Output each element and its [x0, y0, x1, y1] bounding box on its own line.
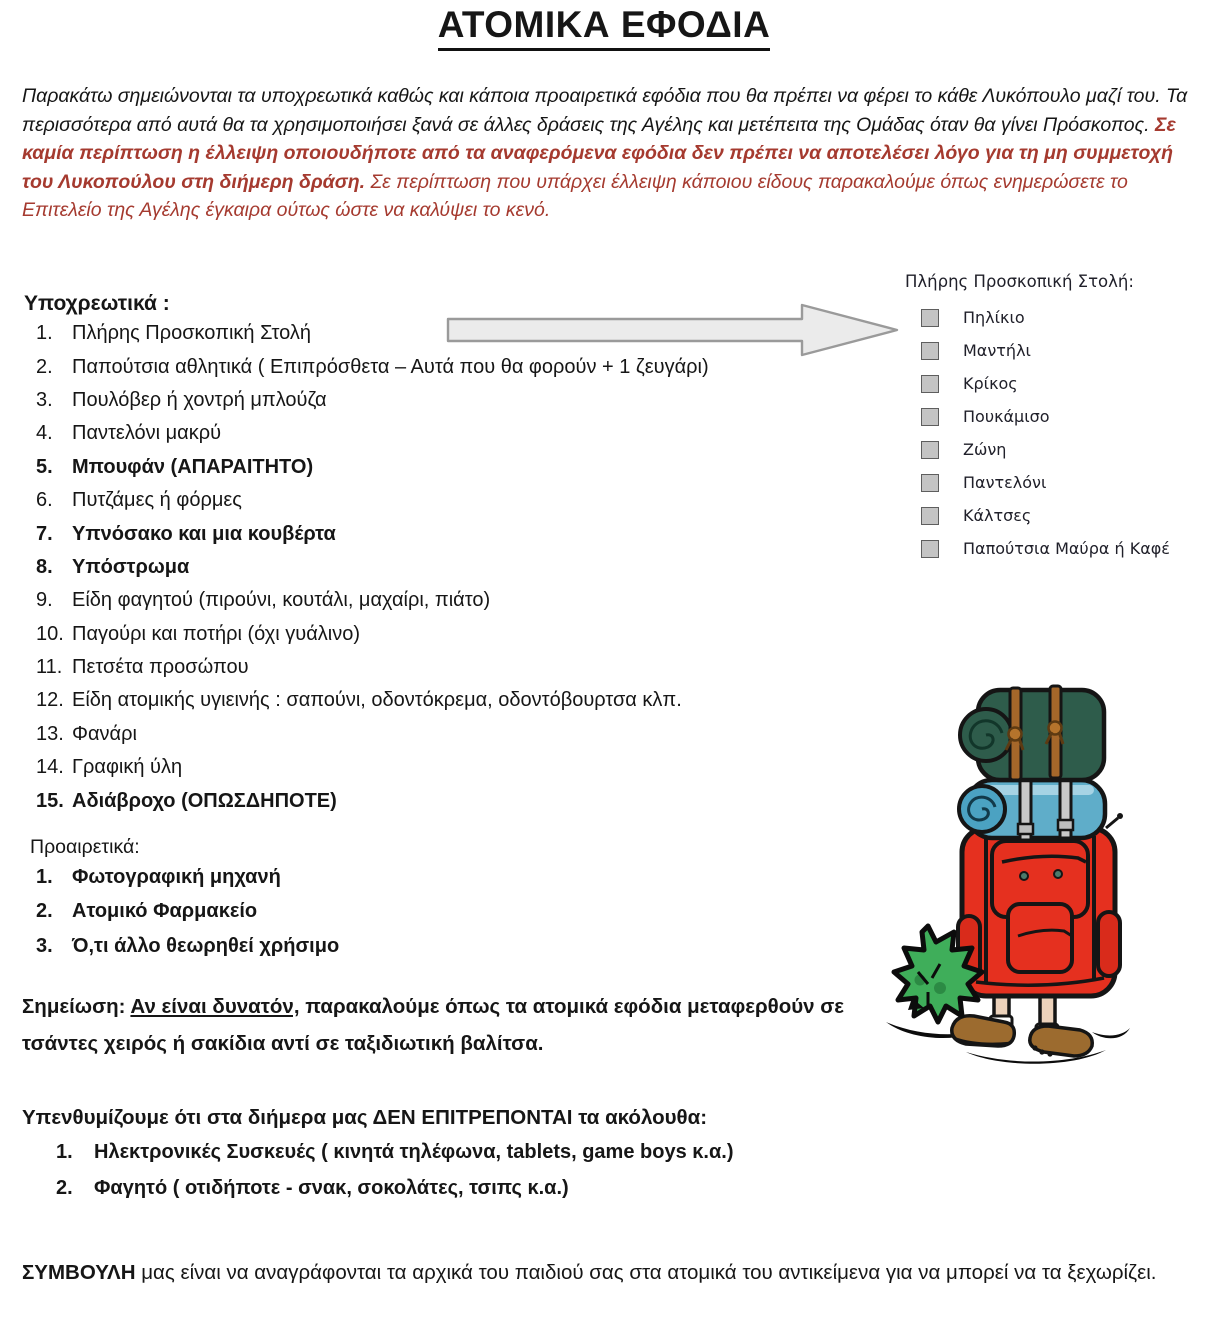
- list-item-label: Γραφική ύλη: [72, 756, 183, 779]
- blue-bedroll: [959, 774, 1105, 840]
- right-arrow-icon: [445, 301, 901, 359]
- list-item-number: 4.: [36, 422, 53, 445]
- checklist-row: [921, 433, 1170, 466]
- list-item-number: 9.: [36, 589, 53, 612]
- mandatory-list-item: [36, 684, 709, 717]
- mandatory-list-item: [36, 451, 709, 484]
- backpack-hiker-illustration: [882, 676, 1132, 1068]
- not-allowed-list-item: [56, 1170, 733, 1206]
- list-item-label: Πετσέτα προσώπου: [72, 656, 249, 679]
- note-underlined-text: Αν είναι δυνατόν,: [130, 995, 300, 1018]
- list-item-number: 2.: [36, 900, 53, 923]
- uniform-checklist-heading: Πλήρης Προσκοπική Στολή:: [905, 272, 1134, 291]
- list-item-label: Πυτζάμες ή φόρμες: [72, 489, 242, 512]
- list-item-label: Φανάρι: [72, 722, 137, 745]
- list-item-number: 1.: [36, 322, 53, 345]
- checklist-row: [921, 400, 1170, 433]
- optional-heading: Προαιρετικά:: [30, 836, 140, 858]
- optional-list-item: [36, 895, 339, 930]
- list-item-label: Μπουφάν (ΑΠΑΡΑΙΤΗΤΟ): [72, 455, 314, 478]
- mandatory-list-item: [36, 484, 709, 517]
- checklist-row: [921, 301, 1170, 334]
- checkbox[interactable]: [921, 309, 939, 327]
- list-item-number: 2.: [36, 355, 53, 378]
- advice-paragraph: [22, 1254, 1172, 1291]
- list-item-number: 12.: [36, 689, 64, 712]
- list-item-number: 1.: [56, 1140, 73, 1163]
- checkbox-label: Κρίκος: [963, 374, 1018, 393]
- list-item-label: Φωτογραφική μηχανή: [72, 865, 281, 888]
- optional-list: [36, 860, 339, 964]
- list-item-label: Πουλόβερ ή χοντρή μπλούζα: [72, 388, 327, 411]
- list-item-label: Ατομικό Φαρμακείο: [72, 900, 258, 923]
- checkbox-label: Παντελόνι: [963, 473, 1047, 492]
- checklist-row: [921, 334, 1170, 367]
- checkbox[interactable]: [921, 408, 939, 426]
- checkbox[interactable]: [921, 507, 939, 525]
- mandatory-list-item: [36, 517, 709, 550]
- checkbox-label: Μαντήλι: [963, 341, 1031, 360]
- optional-list-item: [36, 860, 339, 895]
- checkbox-label: Πουκάμισο: [963, 407, 1050, 426]
- page-title-text: ΑΤΟΜΙΚΑ ΕΦΟΔΙΑ: [438, 4, 771, 51]
- note-rest-text: παρακαλούμε όπως τα ατομικά εφόδια μεταφερθούν σε τσάντες χειρός ή σακίδια αντί σε ταξιδιωτική βαλίτσα.: [22, 995, 845, 1055]
- list-item-label: Ό,τι άλλο θεωρηθεί χρήσιμο: [72, 934, 340, 957]
- intro-black-text: Παρακάτω σημειώνονται τα υποχρεωτικά καθώς και κάποια προαιρετικά εφόδια που θα πρέπει να φέρει το κάθε Λυκόπουλο μαζί του. Τα περισσότερα από αυτά θα τα χρησιμοποιήσει ξανά σε άλλες δράσεις της Αγέλης και μετέπειτα της Ομάδας όταν θα γίνει Πρόσκοπος.: [22, 85, 1188, 136]
- not-allowed-heading: Υπενθυμίζουμε ότι στα διήμερα μας ΔΕΝ ΕΠΙΤΡΕΠΟΝΤΑΙ τα ακόλουθα:: [22, 1106, 708, 1129]
- advice-label: ΣΥΜΒΟΥΛΗ: [22, 1261, 136, 1284]
- checkbox[interactable]: [921, 375, 939, 393]
- list-item-label: Αδιάβροχο (ΟΠΩΣΔΗΠΟΤΕ): [72, 789, 337, 812]
- checkbox-label: Πηλίκιο: [963, 308, 1025, 327]
- note-paragraph: [22, 988, 902, 1062]
- mandatory-list-item: [36, 551, 709, 584]
- list-item-number: 7.: [36, 522, 53, 545]
- list-item-label: Είδη φαγητού (πιρούνι, κουτάλι, μαχαίρι, πιάτο): [72, 589, 491, 612]
- list-item-label: Παντελόνι μακρύ: [72, 422, 222, 445]
- checklist-row: [921, 532, 1170, 565]
- list-item-number: 1.: [36, 865, 53, 888]
- mandatory-list-item: [36, 618, 709, 651]
- mandatory-list: [36, 317, 709, 818]
- checklist-row: [921, 367, 1170, 400]
- mandatory-heading: Υποχρεωτικά :: [24, 292, 170, 315]
- checklist-row: [921, 499, 1170, 532]
- checkbox-label: Κάλτσες: [963, 506, 1032, 525]
- checkbox[interactable]: [921, 342, 939, 360]
- list-item-label: Πλήρης Προσκοπική Στολή: [72, 322, 311, 345]
- intro-red-text: Σε περίπτωση που υπάρχει έλλειψη κάποιου είδους παρακαλούμε όπως ενημερώσετε το Επιτελείο της Αγέλης έγκαιρα ούτως ώστε να καλύψει το κενό.: [22, 170, 1128, 222]
- list-item-number: 8.: [36, 555, 53, 578]
- mandatory-list-item: [36, 751, 709, 784]
- list-item-label: Φαγητό ( οτιδήποτε - σνακ, σοκολάτες, τσιπς κ.α.): [94, 1176, 569, 1199]
- list-item-number: 2.: [56, 1176, 73, 1199]
- list-item-number: 11.: [36, 656, 63, 679]
- list-item-number: 3.: [36, 388, 53, 411]
- list-item-number: 6.: [36, 489, 53, 512]
- intro-paragraph: [22, 82, 1192, 225]
- checkbox[interactable]: [921, 474, 939, 492]
- list-item-number: 5.: [36, 455, 53, 478]
- right-boot: [1030, 1026, 1092, 1056]
- intro-red-bold-text: Σε καμία περίπτωση η έλλειψη οποιουδήποτε από τα αναφερόμενα εφόδια δεν πρέπει να αποτελέσει λόγο για τη μη συμμετοχή του Λυκοπούλου στη διήμερη δράση.: [22, 113, 1176, 193]
- checkbox-label: Ζώνη: [963, 440, 1007, 459]
- mandatory-list-item: [36, 784, 709, 817]
- advice-text: μας είναι να αναγράφονται τα αρχικά του παιδιού σας στα ατομικά του αντικείμενα για να μπορεί να τα ξεχωρίζει.: [135, 1261, 1157, 1284]
- list-item-number: 15.: [36, 789, 64, 812]
- not-allowed-list-item: [56, 1134, 733, 1170]
- checkbox[interactable]: [921, 540, 939, 558]
- list-item-label: Παγούρι και ποτήρι (όχι γυάλινο): [72, 622, 360, 645]
- checkbox-label: Παπούτσια Μαύρα ή Καφέ: [963, 539, 1170, 558]
- list-item-number: 3.: [36, 934, 53, 957]
- green-bedroll: [960, 686, 1104, 780]
- checklist-row: [921, 466, 1170, 499]
- mandatory-list-item: [36, 384, 709, 417]
- red-backpack: [958, 813, 1123, 996]
- list-item-number: 10.: [36, 622, 64, 645]
- list-item-label: Παπούτσια αθλητικά ( Επιπρόσθετα – Αυτά που θα φορούν + 1 ζευγάρι): [72, 355, 709, 378]
- list-item-number: 13.: [36, 722, 64, 745]
- list-item-label: Υπνόσακο και μια κουβέρτα: [72, 522, 336, 545]
- page-title: [0, 4, 1208, 46]
- note-label: Σημείωση:: [22, 995, 131, 1018]
- mandatory-list-item: [36, 718, 709, 751]
- not-allowed-list: [56, 1134, 733, 1206]
- checkbox[interactable]: [921, 441, 939, 459]
- list-item-label: Ηλεκτρονικές Συσκευές ( κινητά τηλέφωνα, tablets, game boys κ.α.): [94, 1140, 734, 1163]
- list-item-label: Είδη ατομικής υγιεινής : σαπούνι, οδοντόκρεμα, οδοντόβουρτσα κλπ.: [72, 689, 682, 712]
- mandatory-list-item: [36, 417, 709, 450]
- list-item-number: 14.: [36, 756, 64, 779]
- optional-list-item: [36, 929, 339, 964]
- uniform-checklist: [921, 301, 1170, 565]
- mandatory-list-item: [36, 651, 709, 684]
- list-item-label: Υπόστρωμα: [72, 555, 190, 578]
- mandatory-list-item: [36, 584, 709, 617]
